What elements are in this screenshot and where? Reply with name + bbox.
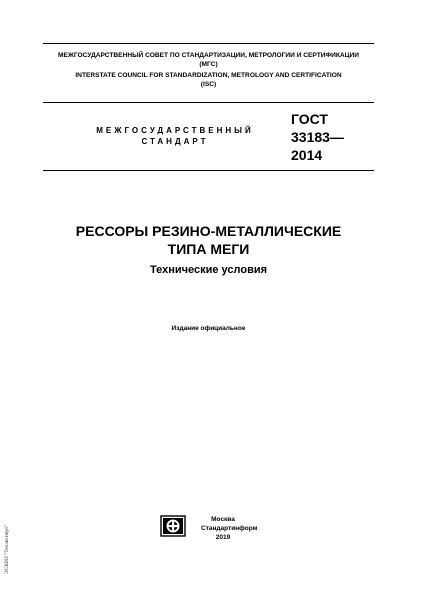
document-title-line2: ТИПА МЕГИ <box>167 241 250 257</box>
publisher-name: Стандартинформ <box>201 525 258 532</box>
publisher-city: Москва <box>211 516 235 523</box>
middle-rule <box>43 102 374 103</box>
standard-label-line2: СТАНДАРТ <box>141 137 209 146</box>
council-name-en-line: INTERSTATE COUNCIL FOR STANDARDIZATION, METROLOGY AND CERTIFICATION <box>75 72 342 79</box>
council-name-en <box>43 71 374 89</box>
gost-year: 2014 <box>291 147 323 163</box>
gost-prefix: ГОСТ <box>291 111 328 127</box>
council-name-ru-line: МЕЖГОСУДАРСТВЕННЫЙ СОВЕТ ПО СТАНДАРТИЗАЦИИ, МЕТРОЛОГИИ И СЕРТИФИКАЦИИ <box>58 52 359 59</box>
council-abbr-en: (ISC) <box>200 81 217 88</box>
document-subtitle: Технические условия <box>149 264 268 276</box>
council-name-ru <box>43 51 374 69</box>
gost-code: 33183— <box>291 129 344 145</box>
top-rule <box>43 43 374 44</box>
gost-number <box>291 110 344 164</box>
document-title-line1: РЕССОРЫ РЕЗИНО-МЕТАЛЛИЧЕСКИЕ <box>75 223 342 239</box>
publisher-year: 2019 <box>215 534 231 541</box>
lower-rule <box>43 170 374 171</box>
publisher-block <box>201 515 258 542</box>
standartinform-logo-icon <box>160 515 186 537</box>
standard-label-line1: МЕЖГОСУДАРСТВЕННЫЙ <box>96 126 254 135</box>
side-watermark-note: ЭСКИЗ "Техэксперт" <box>4 524 10 574</box>
document-title <box>43 222 374 258</box>
council-abbr-ru: (МГС) <box>199 61 218 68</box>
edition-note: Издание официальное <box>171 325 246 332</box>
